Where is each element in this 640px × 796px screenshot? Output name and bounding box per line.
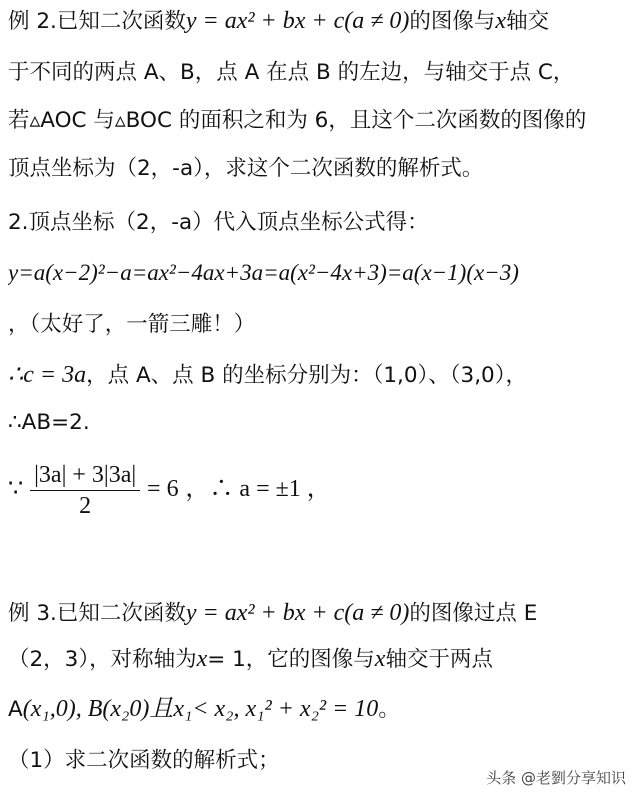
ex2-line-4: 顶点坐标为（2，-a），求这个二次函数的解析式。	[8, 156, 484, 181]
area-equation: ∵ $\frac{|3a| + 3|3a|}{2}$ = 6 ，∴ a = ±1 ，	[8, 461, 331, 519]
solution-remark: ，（太好了，一箭三雕！）	[8, 312, 256, 337]
ex2-line-1: 例 2.已知二次函数y = ax² + bx + c(a ≠ 0)的图像与x轴交	[8, 8, 550, 34]
ex3-equation: y = ax² + bx + c(a ≠ 0)	[185, 600, 410, 626]
vertex-expansion-equation: y=a(x−2)²−a=ax²−4ax+3a=a(x²−4x+3)=a(x−1)(x−3)	[8, 260, 519, 285]
ex2-line-2: 于不同的两点 A、B，点 A 在点 B 的左边，与轴交于点 C，	[8, 60, 575, 85]
area-fraction: $\frac{|3a| + 3|3a|}{2}$	[30, 460, 140, 521]
watermark: 头条 @老劉分享知识	[486, 769, 626, 787]
ex2-equation: y = ax² + bx + c(a ≠ 0)	[185, 8, 410, 34]
solution-line-1: 2.顶点坐标（2，-a）代入顶点坐标公式得：	[8, 210, 429, 235]
ex2-line-3: 若▵AOC 与▵BOC 的面积之和为 6，且这个二次函数的图像的	[8, 108, 587, 133]
solution-line-c: ∴c = 3a，点 A、点 B 的坐标分别为：（1,0）、（3,0），	[8, 362, 527, 388]
ex3-line-3: A(x₁,0), B(x₂0)且x₁< x₂, x₁² + x₂² = 10。	[8, 696, 400, 722]
ab-length: ∴AB=2.	[8, 410, 90, 435]
ex3-roots-condition: (x₁,0), B(x₂0)且x₁< x₂, x₁² + x₂² = 10	[22, 696, 379, 722]
ex3-line-1: 例 3.已知二次函数y = ax² + bx + c(a ≠ 0)的图像过点 E	[8, 600, 538, 626]
ex3-question-1: （1）求二次函数的解析式；	[8, 748, 280, 773]
ex3-line-2: （2，3），对称轴为x= 1，它的图像与x轴交于两点	[8, 646, 493, 672]
